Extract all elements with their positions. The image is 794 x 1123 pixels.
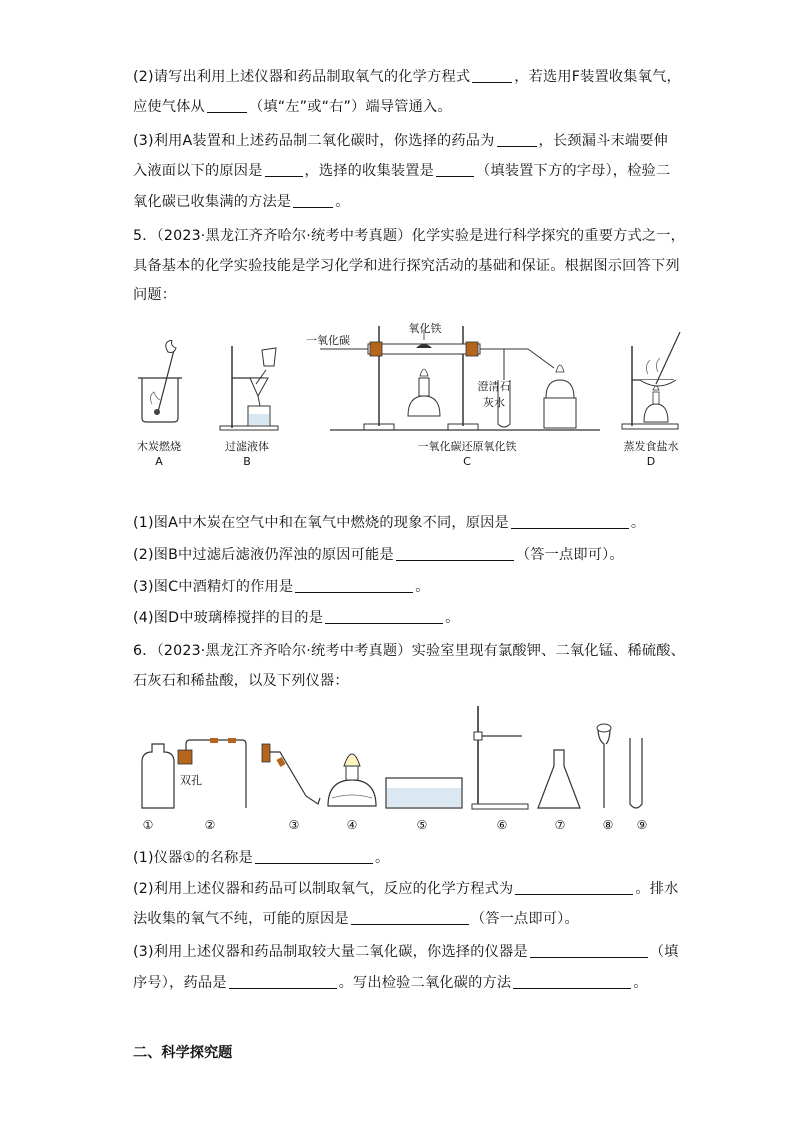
q6-stem-line2: 石灰石和稀盐酸，以及下列仪器： (133, 673, 349, 689)
q6-sub2-line2 (133, 909, 579, 929)
text: (1)图A中木炭在空气中和在氧气中燃烧的现象不同，原因是 (133, 515, 509, 531)
label-iron-oxide: 氧化铁 (408, 322, 442, 335)
figure-b-letter: B (243, 455, 251, 468)
answer-blank[interactable] (325, 609, 443, 624)
text: 。 (445, 610, 460, 626)
text: (1)仪器①的名称是 (133, 850, 253, 866)
instrument-8-long-neck-funnel (597, 724, 611, 808)
figure-c-caption: 一氧化碳还原氧化铁 (417, 440, 517, 453)
q4-part3-line1 (133, 131, 668, 151)
q4-part2-line2 (133, 97, 452, 117)
q6-stem-line1: 6．（2023·黑龙江齐齐哈尔·统考中考真题）实验室里现有氯酸钾、二氧化锰、稀硫酸、 (133, 643, 686, 659)
label-carbon-monoxide: 一氧化碳 (306, 334, 350, 347)
answer-blank[interactable] (295, 578, 413, 593)
instrument-number-9: ⑨ (636, 818, 648, 832)
section-heading-science-inquiry: 二、科学探究题 (133, 1045, 233, 1061)
figure-a-charcoal-burning (130, 340, 190, 435)
answer-blank[interactable] (265, 162, 303, 177)
q5-sub1 (133, 513, 645, 533)
instrument-3-single-hole-stopper (262, 744, 320, 804)
instrument-number-4: ④ (346, 818, 358, 832)
q5-sub3 (133, 577, 430, 597)
q4-part2-line1 (133, 67, 681, 87)
text: 氧化碳已收集满的方法是 (133, 194, 292, 210)
text: 。排水 (635, 881, 679, 897)
q6-sub3-line2 (133, 973, 648, 993)
label-limewater-line1: 澄清石 (477, 380, 511, 393)
instrument-number-6: ⑥ (496, 818, 508, 832)
instrument-9-test-tube (630, 738, 642, 808)
text: 法收集的氧气不纯，可能的原因是 (133, 911, 349, 927)
q4-part3-line3 (133, 192, 350, 212)
instruments-figure (130, 700, 670, 815)
instrument-6-iron-stand (472, 706, 528, 809)
text: ，选择的收集装置是 (304, 163, 434, 179)
q4-part3-line2 (133, 161, 670, 181)
answer-blank[interactable] (293, 193, 333, 208)
instrument-4-alcohol-lamp (328, 754, 376, 806)
answer-blank[interactable] (351, 910, 469, 925)
figure-d-evaporation (618, 330, 684, 435)
answer-blank[interactable] (530, 943, 648, 958)
instrument-number-2: ② (204, 818, 216, 832)
text: ，若选用F装置收集氧气， (514, 69, 681, 85)
q5-stem-line2: 具备基本的化学实验技能是学习化学和进行探究活动的基础和保证。根据图示回答下列 (133, 258, 680, 274)
label-double-hole: 双孔 (180, 774, 202, 787)
answer-blank[interactable] (436, 162, 474, 177)
text: 。 (415, 579, 430, 595)
instrument-number-5: ⑤ (416, 818, 428, 832)
text: （填装置下方的字母），检验二 (476, 163, 671, 179)
instrument-7-conical-flask (538, 750, 580, 808)
q6-sub2-line1 (133, 879, 679, 899)
q5-stem-line3: 问题： (133, 287, 177, 303)
text: ，长颈漏斗末端要伸 (538, 133, 669, 149)
text: (2)图B中过滤后滤液仍浑浊的原因可能是 (133, 547, 394, 563)
answer-blank[interactable] (207, 98, 247, 113)
figure-a-letter: A (155, 455, 163, 468)
figure-c-letter: C (463, 455, 471, 468)
answer-blank[interactable] (472, 68, 512, 83)
text: 。 (633, 975, 648, 991)
text: （答一点即可）。 (515, 547, 624, 563)
text: (2)利用上述仪器和药品可以制取氧气，反应的化学方程式为 (133, 881, 514, 897)
instrument-number-7: ⑦ (554, 818, 566, 832)
q6-sub1 (133, 848, 389, 868)
text: （答一点即可）。 (470, 911, 579, 927)
label-limewater-line2: 灰水 (483, 396, 505, 409)
text: 。写出检验二氧化碳的方法 (338, 975, 512, 991)
text: （填“左”或“右”）端导管通入。 (248, 99, 452, 115)
answer-blank[interactable] (511, 514, 629, 529)
q5-stem-line1: 5．（2023·黑龙江齐齐哈尔·统考中考真题）化学实验是进行科学探究的重要方式之一， (133, 228, 686, 244)
q5-sub2 (133, 545, 624, 565)
answer-blank[interactable] (229, 974, 337, 989)
instrument-1-gas-bottle (142, 744, 174, 808)
figure-b-filtration (214, 340, 284, 435)
answer-blank[interactable] (497, 132, 537, 147)
text: 。 (374, 850, 390, 866)
text: (3)图C中酒精灯的作用是 (133, 579, 294, 595)
text: (3)利用上述仪器和药品制取较大量二氧化碳，你选择的仪器是 (133, 944, 528, 960)
figure-d-caption: 蒸发食盐水 (623, 440, 679, 453)
answer-blank[interactable] (513, 974, 631, 989)
answer-blank[interactable] (396, 546, 514, 561)
text: (3)利用A装置和上述药品制二氧化碳时，你选择的药品为 (133, 133, 495, 149)
answer-blank[interactable] (515, 880, 633, 895)
q5-sub4 (133, 608, 459, 628)
text: 序号），药品是 (133, 975, 227, 991)
figure-b-caption: 过滤液体 (225, 440, 269, 453)
q6-sub3-line1 (133, 942, 679, 962)
text: 。 (335, 194, 350, 210)
text: 。 (630, 515, 646, 531)
text: 入液面以下的原因是 (133, 163, 263, 179)
instrument-number-1: ① (142, 818, 154, 832)
instrument-number-8: ⑧ (602, 818, 614, 832)
instrument-number-3: ③ (288, 818, 300, 832)
text: （填 (649, 944, 679, 960)
figure-a-caption: 木炭燃烧 (137, 440, 181, 453)
text: (2)请写出利用上述仪器和药品制取氧气的化学方程式 (133, 69, 471, 85)
instrument-5-water-trough (386, 778, 462, 808)
text: 应使气体从 (133, 99, 205, 115)
text: (4)图D中玻璃棒搅拌的目的是 (133, 610, 324, 626)
answer-blank[interactable] (255, 849, 373, 864)
figure-d-letter: D (646, 455, 656, 468)
